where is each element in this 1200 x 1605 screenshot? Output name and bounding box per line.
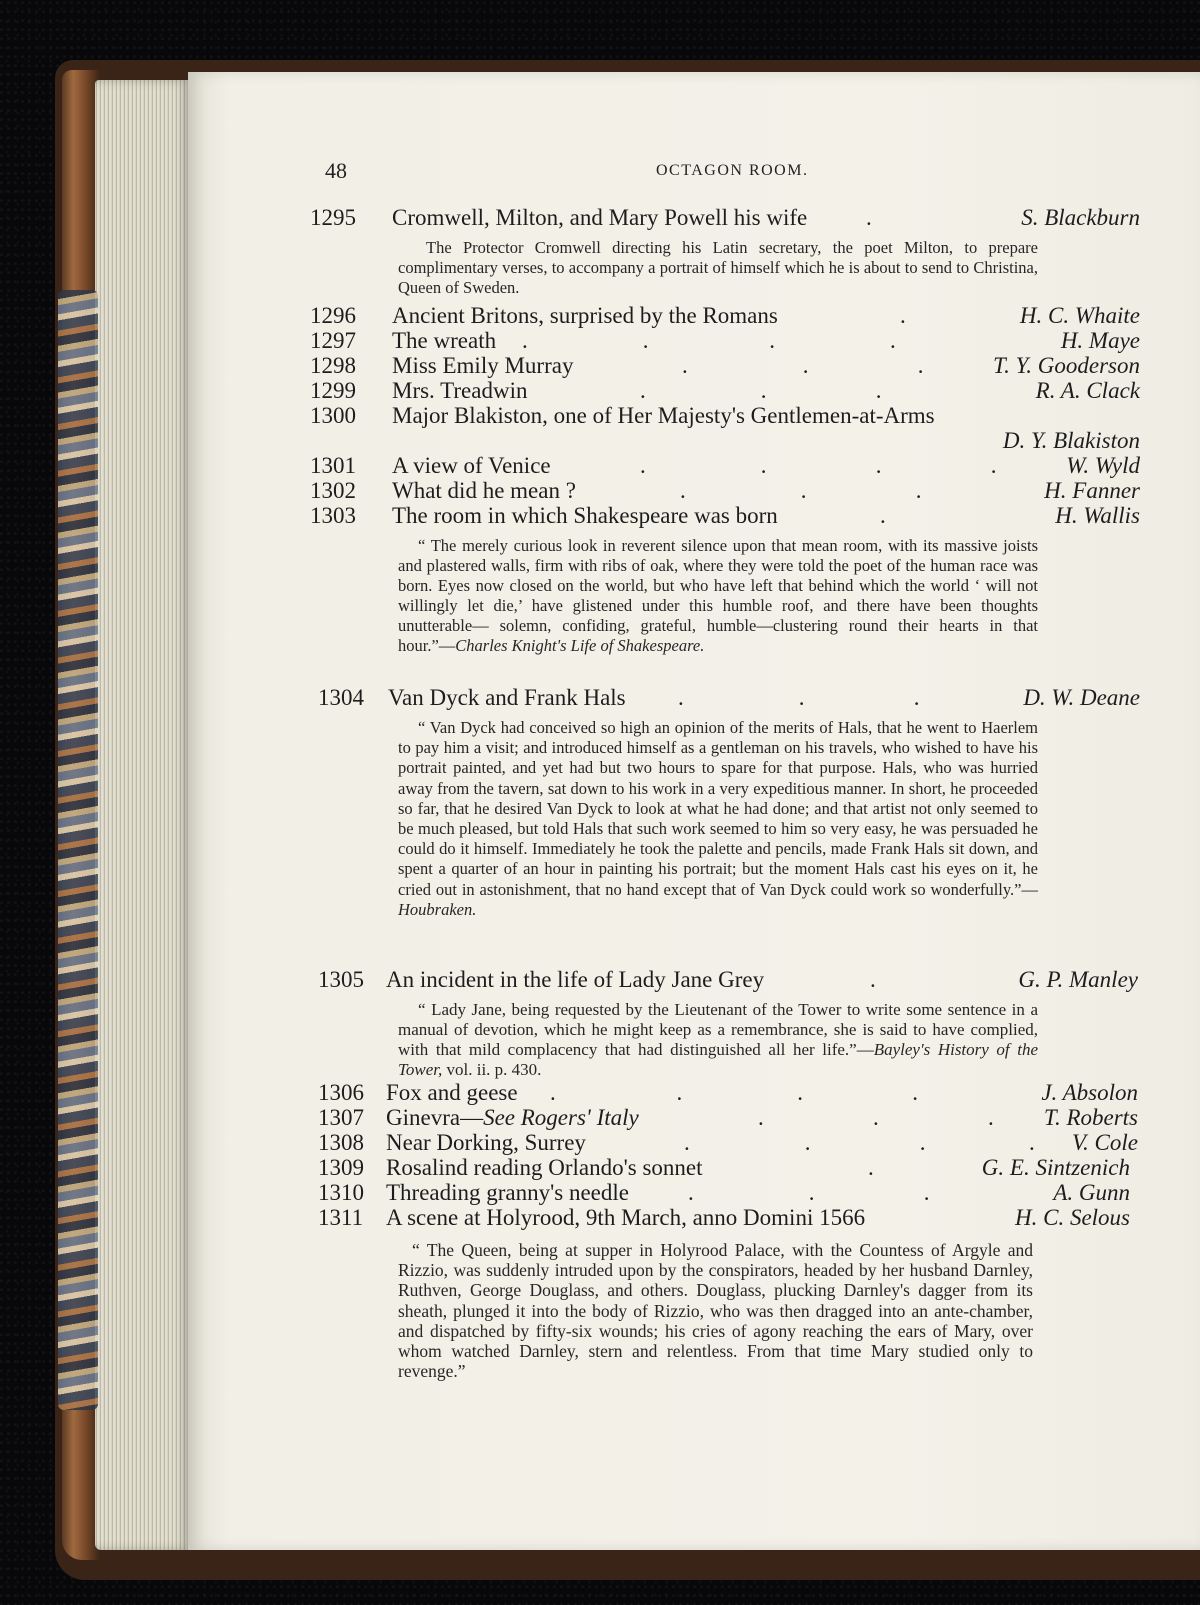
entry-description [398,718,1038,920]
entry-description [398,1240,1033,1381]
catalogue-entry [310,403,1140,431]
entry-number: 1305 [318,967,364,992]
leader-dots: . . . [640,378,882,403]
leader-dots: . . . [678,685,920,710]
leader-dots: . . . . [684,1130,1035,1155]
description-text: “ Lady Jane, being requested by the Lieutenant of the Tower to write some sentence in a manual of devotion, which he might keep as a remembrance, she is said to have complied, with that mild complacency that had distinguished all her life.”— [398,1000,1038,1059]
description-source-tail: vol. ii. p. 430. [442,1060,542,1079]
entry-artist: H. Maye [1060,328,1140,353]
description-source: Bayley's History of the Tower, [398,1040,1038,1079]
entry-number: 1302 [310,478,356,503]
entry-description [398,536,1038,656]
entry-artist: H. Wallis [1055,503,1140,528]
entry-title: Mrs. Treadwin [392,378,528,403]
entry-number: 1300 [310,403,356,428]
entry-title: An incident in the life of Lady Jane Grey [386,967,765,992]
catalogue-entry [318,1105,1138,1133]
entry-artist: T. Y. Gooderson [993,353,1140,378]
entry-artist: J. Absolon [1041,1080,1138,1105]
leader-dots: . [870,967,876,992]
entry-number: 1311 [318,1205,364,1230]
entry-artist: V. Cole [1071,1130,1138,1155]
entry-number: 1297 [310,328,356,353]
leader-dots: . [866,205,872,230]
catalogue-entry [310,205,1140,233]
entry-artist: S. Blackburn [1021,205,1140,230]
entry-title: Van Dyck and Frank Hals [388,685,626,710]
entry-artist: D. W. Deane [1023,685,1140,710]
entry-artist: G. E. Sintzenich [981,1155,1130,1180]
entry-number: 1310 [318,1180,364,1205]
entry-number: 1306 [318,1080,364,1105]
catalogue-entry [318,1205,1130,1233]
leader-dots: . . . [682,353,924,378]
leader-dots: . [868,1155,874,1180]
entry-artist: W. Wyld [1066,453,1140,478]
catalogue-entry [310,478,1140,506]
entry-artist: D. Y. Blakiston [1002,428,1140,453]
catalogue-entry [310,328,1140,356]
description-source: Houbraken. [398,899,477,919]
entry-description [398,238,1038,298]
catalogue-entry [310,303,1140,331]
leader-dots: . [900,303,906,328]
entry-artist: G. P. Manley [1018,967,1138,992]
entry-artist: H. C. Selous [1015,1205,1130,1230]
entry-title: Cromwell, Milton, and Mary Powell his wife [392,205,808,230]
entry-title [386,1105,639,1131]
entry-number: 1303 [310,503,356,528]
entry-artist: H. Fanner [1044,478,1140,503]
entry-artist: T. Roberts [1043,1105,1138,1130]
entry-title-roman: Ginevra— [386,1105,484,1130]
entry-number: 1298 [310,353,356,378]
page-number: 48 [325,158,347,183]
catalogue-entry [318,967,1138,995]
entry-number: 1299 [310,378,356,403]
leader-dots: . . . . [640,453,997,478]
entry-artist: R. A. Clack [1035,378,1140,403]
entry-number: 1308 [318,1130,364,1155]
catalogue-entry [318,1130,1138,1158]
leader-dots: . . . . [522,328,896,353]
entry-number: 1304 [318,685,364,710]
entry-title: The wreath [392,328,497,353]
leader-dots: . . . [688,1180,930,1205]
page-stack [95,80,190,1550]
entry-title: Threading granny's needle [386,1180,629,1205]
leader-dots: . . . . [550,1080,918,1105]
description-source: Charles Knight's Life of Shakespeare. [455,636,705,655]
catalogue-entry [318,1155,1130,1183]
leader-dots: . [880,503,886,528]
entry-number: 1296 [310,303,356,328]
entry-number: 1295 [310,205,356,230]
entry-number: 1301 [310,453,356,478]
entry-title-italic: See Rogers' Italy [483,1105,639,1130]
entry-title: What did he mean ? [392,478,576,503]
description-text: “ The merely curious look in reverent silence upon that mean room, with its massive joists and plastered walls, firm with ribs of oak, where they were told the poet of the human race was born. Eyes now closed on the world, but who have left that behind which the world ‘ will not willingly let die,’ have glistened under this humble roof, and there have been thoughts unutterable— solemn, confiding, grateful, humble—clustering round their hearts in that hour.”— [398,536,1038,655]
description-text: “ Van Dyck had conceived so high an opinion of the merits of Hals, that he went to Haerlem to pay him a visit; and introduced himself as a gentleman on his travels, who wished to have his portrait painted, and yet had but two hours to spare for that purpose. Hals, who was hurried away from the tavern, sat down to his work in a very expeditious manner. In short, he proceeded so far, that he desired Van Dyck to look at what he had done; and that artist not only seemed to be much pleased, but told Hals that such work seemed to him so very easy, he was persuaded he could do it himself. Immediately he took the palette and pencils, made Frank Hals sit down, and spent a quarter of an hour in painting his portrait; but the moment Hals cast his eyes on it, he cried out in astonishment, that no hand except that of Van Dyck could work so wonderfully.”— [398,718,1038,899]
entry-title: A scene at Holyrood, 9th March, anno Domini 1566 [386,1205,866,1230]
catalogue-entry [318,685,1140,713]
entry-title: Near Dorking, Surrey [386,1130,586,1155]
entry-title: Fox and geese [386,1080,518,1105]
marbled-endpaper [58,290,98,1410]
entry-title: Major Blakiston, one of Her Majesty's Gentlemen-at-Arms [392,403,935,428]
running-header: OCTAGON ROOM. [656,162,809,179]
description-text: “ The Queen, being at supper in Holyrood Palace, with the Countess of Argyle and Rizzio, was suddenly intruded upon by the conspirators, headed by her husband Darnley, Ruthven, George Douglass, and others. Douglass, plucking Darnley's dagger from its sheath, plunged it into the body of Rizzio, who was then dragged into an ante-chamber, and dispatched by fifty-six wounds; his cries of agony reaching the ears of Mary, over whom watched Darnley, stern and relentless. From that time Mary studied only to revenge.” [398,1240,1033,1382]
entry-number: 1307 [318,1105,364,1130]
catalogue-entry [310,453,1140,481]
leader-dots: . . . [680,478,922,503]
catalogue-entry [318,1180,1130,1208]
entry-title: Ancient Britons, surprised by the Romans [392,303,778,328]
description-text: The Protector Cromwell directing his Latin secretary, the poet Milton, to prepare complimentary verses, to accompany a portrait of himself which he is about to send to Christina, Queen of Sweden. [398,238,1038,297]
entry-artist: A. Gunn [1053,1180,1130,1205]
catalogue-entry [310,353,1140,381]
catalogue-entry [310,378,1140,406]
entry-title: Rosalind reading Orlando's sonnet [386,1155,703,1180]
entry-title: The room in which Shakespeare was born [392,503,778,528]
leader-dots: . . . [758,1105,994,1130]
entry-description [398,1000,1038,1080]
catalogue-entry [318,1080,1138,1108]
entry-artist: H. C. Whaite [1019,303,1140,328]
entry-number: 1309 [318,1155,364,1180]
entry-title: A view of Venice [392,453,551,478]
catalogue-entry [310,503,1140,531]
entry-title: Miss Emily Murray [392,353,574,378]
